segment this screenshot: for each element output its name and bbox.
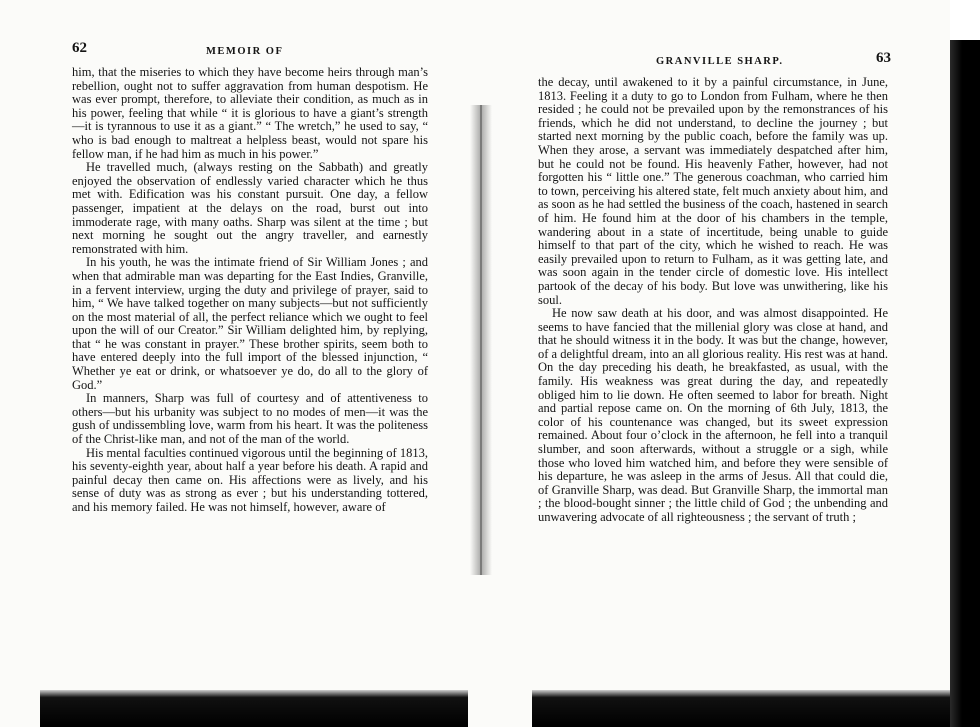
scan-edge-dark	[950, 40, 980, 727]
right-paragraph-2: He now saw death at his door, and was almost disappointed. He seems to have fancied that the millenial glory was close at hand, and that he should witness it in the body. It was but the change, however, of a delightful dream, into an all glorious reality. His rest was at hand. On the day preceding his death, he breakfasted, as usual, with the family. His weakness was great during the day, and repeatedly obliged him to lie down. He often seemed to labor for breath. Night and partial repose came on. On the morning of 6th July, 1813, the color of his countenance was changed, but its sweet expression remained. About four o’clock in the afternoon, he fell into a tranquil slumber, and soon afterwards, without a struggle or a sigh, while those who loved him watched him, and before they were sensible of his departure, he was asleep in the arms of Jesus. All that could die, of Granville Sharp, was dead. But Granville Sharp, the immortal man ; the blood-bought sinner ; the little child of God ; the unbending and unwavering advocate of all righteousness ; the servant of truth ;	[538, 306, 888, 524]
left-paragraph-1: him, that the miseries to which they have become heirs through man’s rebellion, ought not to suffer aggravation from human despotism. He was ever prompt, therefore, to alleviate their condition, as much as in his power, feeling that while “ it is glorious to have a giant’s strength—it is tyrannous to use it as a giant.” “ The wretch,” he used to say, “ who is bad enough to maltreat a helpless beast, would not spare his fellow man, if he had him as much in his power.”	[72, 65, 428, 161]
right-paragraph-1: the decay, until awakened to it by a painful circumstance, in June, 1813. Feeling it a duty to go to London from Fulham, where he then resided ; he could not be prevailed upon by the remonstrances of his friends, which he did not understand, to decline the journey ; but started next morning by the public coach, before the family was up. When they arose, a servant was immediately despatched after him, but he could not be found. His heavenly Father, however, had not forgotten his “ little one.” The generous coachman, who carried him to town, perceiving his altered state, felt much anxiety about him, and as soon as he had settled the business of the coach, hastened in search of him. He found him at the door of his chambers in the temple, wandering about in a state of incertitude, being unable to guide himself to that part of the city, which he wished to reach. He was easily prevailed upon to return to Fulham, as it was getting late, and was soon again in the tender circle of domestic love. His intellect partook of the decay of his body. But love was unwithering, like his soul.	[538, 75, 888, 307]
left-paragraph-5: His mental faculties continued vigorous until the beginning of 1813, his seventy-eighth year, about half a year before his death. A rapid and painful decay then came on. His affections were as lively, and his sense of duty was as strong as ever ; but his understanding tottered, and his memory failed. He was not himself, however, aware of	[72, 445, 428, 514]
right-page-number: 63	[876, 50, 891, 66]
left-paragraph-4: In manners, Sharp was full of courtesy and of attentiveness to others—but his urbanity was subject to no modes of men—it was the gush of undissembling love, warm from his heart. It was the politeness of the Christ-like man, and not of the man of the world.	[72, 391, 428, 447]
scan-bottom-edge-right	[532, 690, 950, 727]
right-running-head: GRANVILLE SHARP.	[656, 56, 784, 67]
right-page-body	[538, 76, 888, 525]
left-page-number: 62	[72, 40, 87, 56]
left-page-body	[72, 66, 428, 515]
scan-bottom-edge-left	[40, 690, 468, 727]
left-running-head: MEMOIR OF	[206, 46, 284, 57]
left-paragraph-3: In his youth, he was the intimate friend of Sir William Jones ; and when that admirable man was departing for the East Indies, Granville, in a fervent interview, urging the duty and privilege of prayer, said to him, “ We have talked together on many subjects—but not sufficiently on the most material of all, the perfect reliance which we ought to feel upon the will of our Creator.” Sir William delighted him, by replying, that “ he was constant in prayer.” These brother spirits, seem both to have entered deeply into the full import of the blessed injunction, “ Whether ye eat or drink, or whatsoever ye do, do all to the glory of God.”	[72, 255, 428, 392]
left-page	[0, 0, 478, 727]
left-paragraph-2: He travelled much, (always resting on the Sabbath) and greatly enjoyed the observation of endlessly varied character which he thus met with. Edification was his constant pursuit. One day, a fellow passenger, impatient at the delays on the road, burst out into immoderate rage, with many oaths. Sharp was silent at the time ; but next morning he sought out the angry traveller, and earnestly remonstrated with him.	[72, 160, 428, 256]
book-gutter-shadow	[470, 105, 492, 575]
right-page	[478, 0, 950, 727]
